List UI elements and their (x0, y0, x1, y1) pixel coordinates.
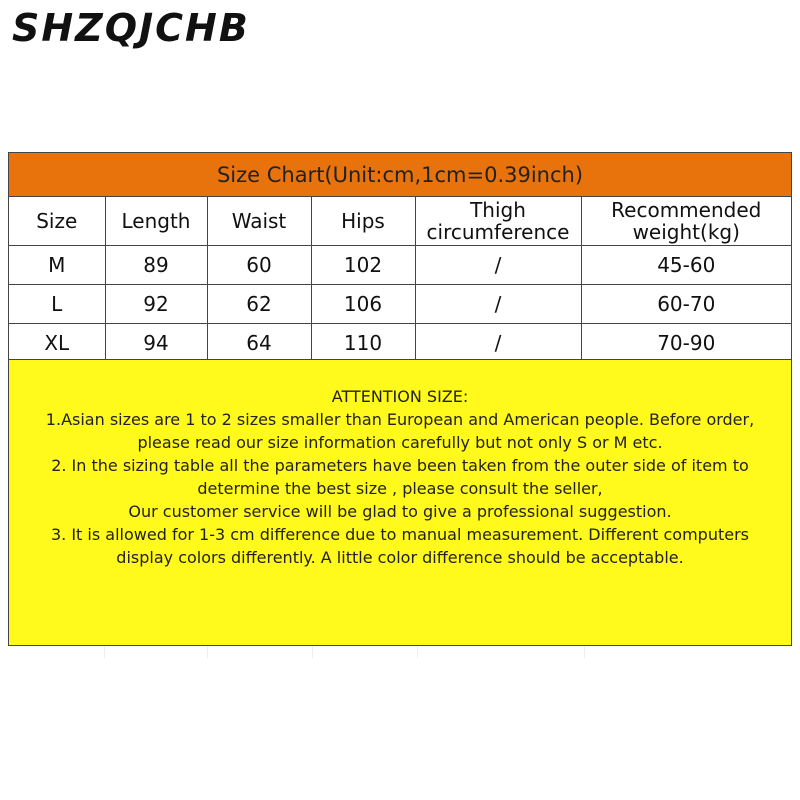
cell-weight: 45-60 (581, 246, 791, 285)
cell-thigh: / (415, 324, 581, 363)
cell-thigh: / (415, 246, 581, 285)
attention-line: 3. It is allowed for 1-3 cm difference due to manual measurement. Different computers display colors differently. A little color difference should be acceptable. (50, 525, 749, 567)
cell-size: L (9, 285, 105, 324)
cell-hips: 106 (311, 285, 415, 324)
attention-text (27, 385, 773, 569)
attention-box (9, 359, 791, 645)
cell-waist: 62 (207, 285, 311, 324)
cell-size: XL (9, 324, 105, 363)
header-size: Size (9, 197, 105, 246)
table-row (9, 324, 791, 363)
brand-logo: SHZQJCHB (12, 6, 250, 50)
header-length: Length (105, 197, 207, 246)
table-header-row (9, 197, 791, 246)
header-weight: Recommended weight(kg) (581, 197, 791, 246)
size-chart-title: Size Chart(Unit:cm,1cm=0.39inch) (9, 153, 791, 197)
cell-size: M (9, 246, 105, 285)
cell-hips: 102 (311, 246, 415, 285)
cell-length: 89 (105, 246, 207, 285)
table-shadow-divider (8, 646, 792, 658)
cell-length: 94 (105, 324, 207, 363)
attention-line: 2. In the sizing table all the parameters have been taken from the outer side of item to determine the best size , please consult the seller, (51, 456, 749, 498)
cell-hips: 110 (311, 324, 415, 363)
attention-line: 1.Asian sizes are 1 to 2 sizes smaller than European and American people. Before order, (45, 410, 755, 429)
table-row (9, 285, 791, 324)
cell-weight: 70-90 (581, 324, 791, 363)
header-waist: Waist (207, 197, 311, 246)
header-thigh: Thigh circumference (415, 197, 581, 246)
size-chart (8, 152, 792, 646)
attention-line: please read our size information carefully but not only S or M etc. (137, 433, 663, 452)
attention-line: Our customer service will be glad to give a professional suggestion. (128, 502, 672, 521)
size-table (9, 197, 791, 363)
cell-weight: 60-70 (581, 285, 791, 324)
header-hips: Hips (311, 197, 415, 246)
cell-waist: 64 (207, 324, 311, 363)
cell-thigh: / (415, 285, 581, 324)
attention-heading: ATTENTION SIZE: (331, 387, 469, 406)
table-row (9, 246, 791, 285)
cell-waist: 60 (207, 246, 311, 285)
cell-length: 92 (105, 285, 207, 324)
